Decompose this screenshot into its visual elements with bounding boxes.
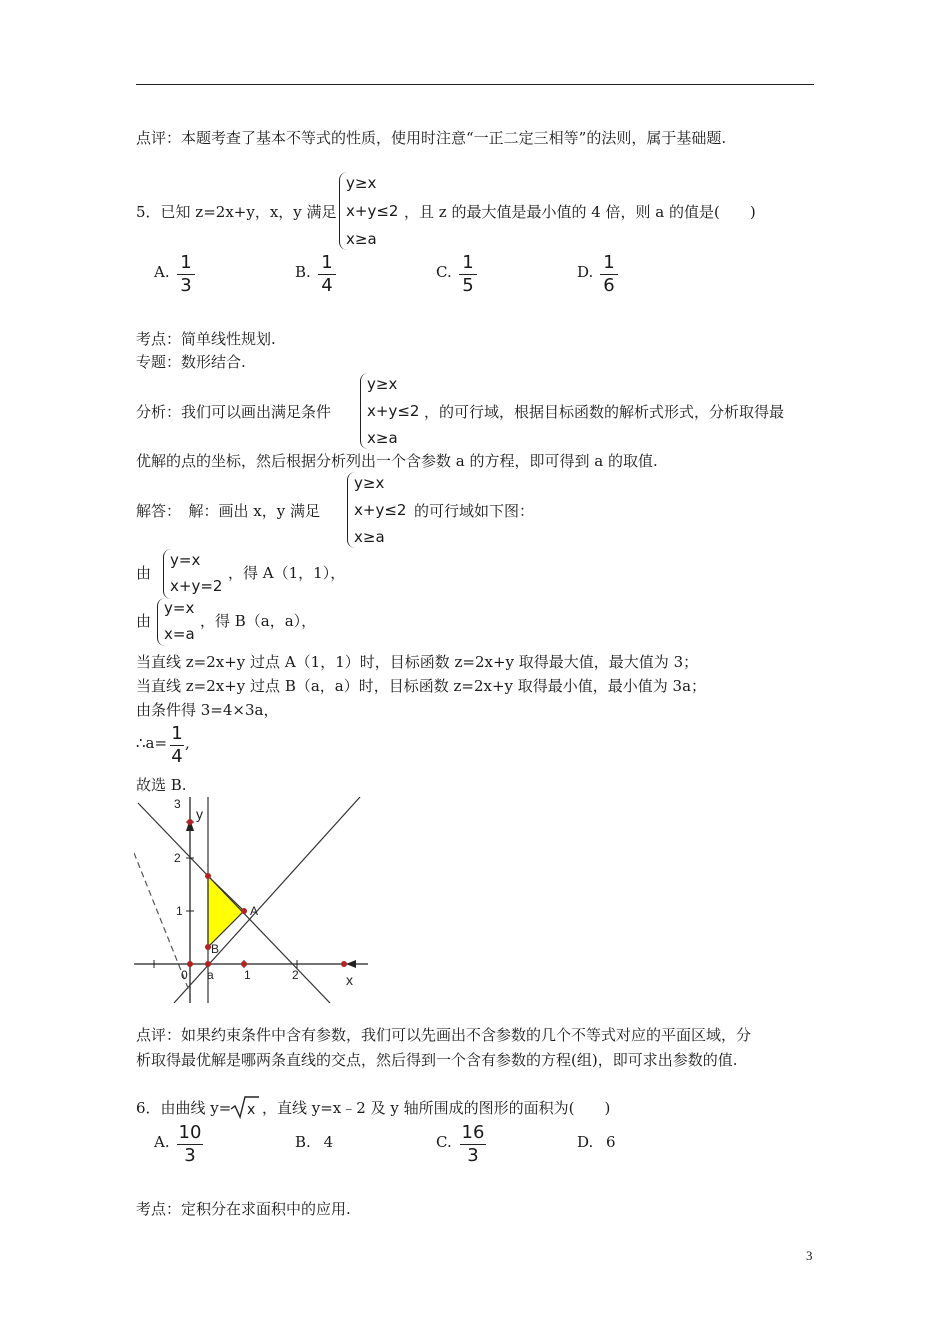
q5-analysis-start: 分析：我们可以画出满足条件	[136, 403, 332, 421]
denominator: 4	[171, 746, 183, 768]
q5-option-b-fraction	[318, 253, 336, 296]
constraint-row: x≥a	[346, 230, 377, 248]
tick-x-1: 1	[244, 968, 251, 982]
numerator: 1	[321, 252, 333, 273]
option-label: B.	[295, 263, 311, 281]
y-axis-label: y	[196, 806, 203, 822]
q6-option-c	[436, 1133, 452, 1151]
constraint-row: x+y≤2	[346, 202, 399, 220]
result-comma: ,	[185, 734, 190, 752]
q5-analysis-mid: ，的可行域，根据目标函数的解析式形式，分析取得最	[424, 403, 785, 421]
point-top	[205, 873, 211, 879]
answer-constraint-system	[347, 472, 408, 548]
tick-y-1: 1	[176, 904, 183, 918]
numerator: 1	[462, 252, 474, 273]
you-label-2: 由	[136, 612, 152, 630]
denominator: 5	[462, 275, 474, 297]
q5-option-b	[295, 263, 311, 281]
option-label: A.	[154, 263, 170, 281]
x-axis-arrow-icon	[346, 960, 356, 968]
a-label: a	[207, 968, 214, 982]
q6-option-b	[295, 1133, 333, 1151]
numerator: 1	[180, 252, 192, 273]
constraint-row: y≥x	[367, 375, 398, 393]
q6-option-a-fraction	[177, 1123, 203, 1166]
constraint-row: y≥x	[354, 474, 385, 492]
feasible-region-graph	[134, 797, 370, 1003]
solution-line-condition: 由条件得 3=4×3a，	[136, 701, 279, 719]
q5-option-a-fraction	[177, 253, 195, 296]
denominator: 4	[321, 275, 333, 297]
q5-zhuanti: 专题：数形结合.	[136, 353, 246, 371]
q5-analysis-end: 优解的点的坐标，然后根据分析列出一个含参数 a 的方程，即可得到 a 的取值.	[136, 452, 658, 470]
q6-option-c-fraction	[460, 1123, 486, 1166]
system-point-a	[163, 549, 234, 599]
option-value: 4	[323, 1133, 334, 1151]
numerator: 16	[461, 1122, 485, 1143]
option-label: B.	[295, 1133, 311, 1151]
q5-stem-end: ，且 z 的最大值是最小值的 4 倍，则 a 的值是( )	[404, 203, 756, 221]
page-number: 3	[806, 1248, 813, 1263]
option-value: 6	[606, 1133, 616, 1151]
option-label: C.	[436, 1133, 452, 1151]
q5-stem-start: 5．已知 z=2x+y，x，y 满足	[136, 203, 337, 221]
denominator: 3	[184, 1145, 196, 1167]
therefore-a: ∴a=	[136, 734, 168, 752]
q5-option-c	[436, 263, 452, 281]
q6-kaodian: 考点：定积分在求面积中的应用.	[136, 1200, 351, 1218]
point-a-label: A	[250, 904, 259, 918]
point-b-result: ，得 B（a，a），	[200, 612, 317, 630]
q6-stem-start: 6．由曲线 y=	[136, 1099, 232, 1117]
equation-row: y=x	[164, 599, 195, 617]
origin-label: 0	[181, 968, 188, 982]
sqrt-argument: x	[247, 1102, 256, 1118]
point-b-label: B	[211, 942, 220, 956]
tick-y-3: 3	[174, 797, 181, 811]
numerator: 1	[171, 723, 183, 744]
q6-option-a	[154, 1133, 170, 1151]
line-x-plus-y-eq-2	[138, 803, 330, 1003]
option-label: C.	[436, 263, 452, 281]
option-label: D.	[577, 263, 594, 281]
tick-y-2: 2	[174, 851, 181, 865]
numerator: 1	[603, 252, 615, 273]
equation-row: x=a	[164, 625, 195, 643]
constraint-row: x+y≤2	[367, 402, 420, 420]
equation-row: x+y=2	[170, 577, 223, 595]
point-a-dot	[241, 908, 247, 914]
q5-answer-start: 解答： 解：画出 x，y 满足	[136, 502, 320, 520]
q5-option-d	[577, 263, 593, 281]
constraint-row: x+y≤2	[354, 501, 407, 519]
result-fraction	[170, 724, 184, 767]
review-note-q4: 点评：本题考查了基本不等式的性质，使用时注意“一正二定三相等”的法则，属于基础题.	[136, 129, 727, 147]
you-label-1: 由	[136, 564, 152, 582]
denominator: 3	[180, 275, 192, 297]
analysis-constraint-system	[360, 373, 421, 449]
equation-row: y=x	[170, 551, 201, 569]
q5-option-a	[154, 263, 170, 281]
tick-x-2: 2	[292, 968, 299, 982]
solution-line-min: 当直线 z=2x+y 过点 B（a，a）时，目标函数 z=2x+y 取得最小值，最小值为 3a；	[136, 677, 707, 695]
q5-constraint-system	[339, 172, 400, 250]
header-rule	[136, 84, 814, 85]
q5-option-c-fraction	[459, 253, 477, 296]
q5-option-d-fraction	[600, 253, 618, 296]
x-axis-label: x	[346, 972, 353, 988]
choose-answer: 故选 B.	[136, 776, 187, 794]
constraint-row: y≥x	[346, 174, 377, 192]
option-label: A.	[154, 1133, 170, 1151]
q5-kaodian: 考点：简单线性规划.	[136, 330, 276, 348]
q6-stem-end: ，直线 y=x﹣2 及 y 轴所围成的图形的面积为( )	[262, 1099, 611, 1117]
review-note-q5-line2: 析取得最优解是哪两条直线的交点，然后得到一个含有参数的方程(组)，即可求出参数的值.	[136, 1051, 738, 1069]
denominator: 6	[603, 275, 615, 297]
feasible-region	[208, 876, 244, 947]
solution-line-max: 当直线 z=2x+y 过点 A（1，1）时，目标函数 z=2x+y 取得最大值，最大值为 3；	[136, 653, 699, 671]
option-label: D.	[577, 1133, 594, 1151]
review-note-q5-line1: 点评：如果约束条件中含有参数，我们可以先画出不含参数的几个不等式对应的平面区域，分	[136, 1026, 752, 1044]
q5-answer-end: 的可行域如下图：	[414, 502, 535, 520]
line-y-eq-x	[174, 797, 360, 1003]
numerator: 10	[178, 1122, 202, 1143]
denominator: 3	[467, 1145, 479, 1167]
point-a-result: ，得 A（1，1），	[228, 564, 346, 582]
constraint-row: x≥a	[367, 429, 398, 447]
sqrt-icon	[230, 1094, 260, 1120]
q6-option-d	[577, 1133, 616, 1151]
constraint-row: x≥a	[354, 528, 385, 546]
